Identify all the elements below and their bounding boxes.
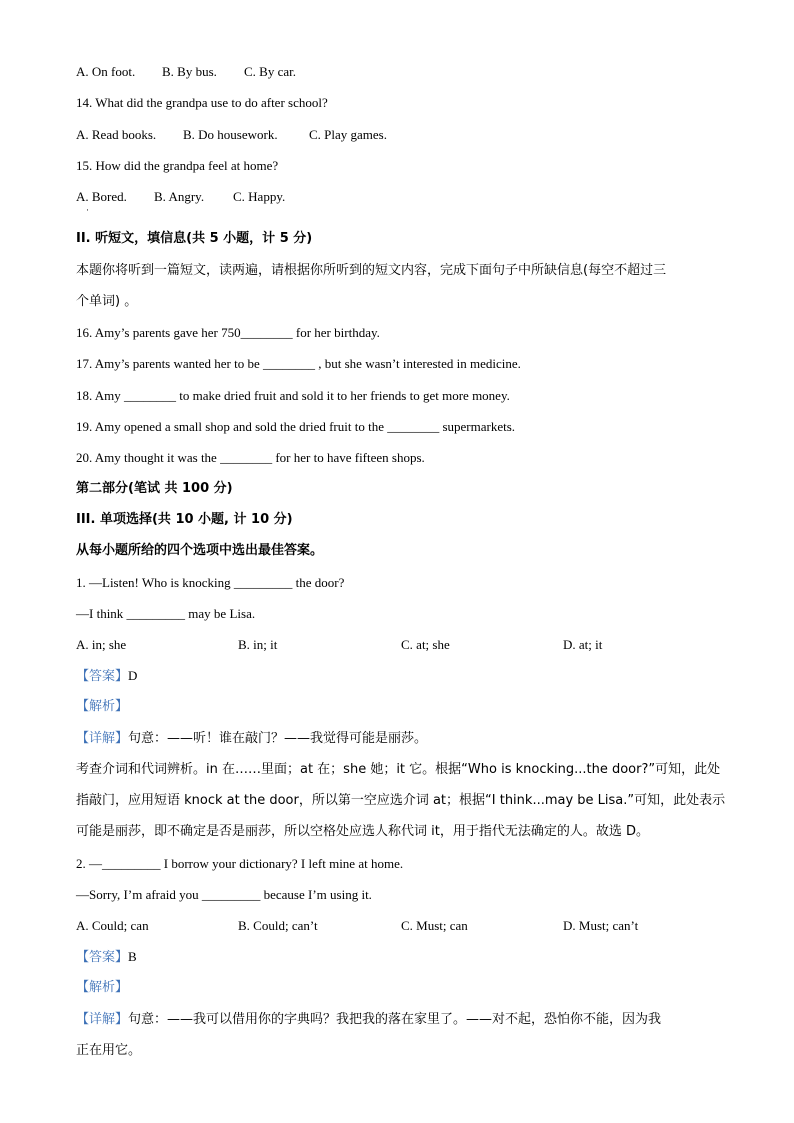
option-a: A. Bored. — [76, 189, 127, 204]
option-b: B. Do housework. — [183, 127, 278, 142]
q1-answer — [76, 667, 137, 686]
q15-question: 15. How did the grandpa feel at home? — [76, 158, 279, 173]
option-a: A. On foot. — [76, 64, 136, 79]
option-c: C. Happy. — [233, 189, 286, 204]
q1-explain-line3: 可能是丽莎，即不确定是否是丽莎，所以空格处应选人称代词 it，用于指代无法确定的人。故选 D。 — [76, 824, 649, 839]
option-a: A. in; she — [76, 637, 127, 652]
q2-line2: —Sorry, I’m afraid you _________ because I’m using it. — [76, 887, 372, 902]
option-c: C. Must; can — [401, 918, 468, 933]
option-a: A. Could; can — [76, 918, 149, 933]
q2-detail-line2: 正在用它。 — [76, 1043, 142, 1058]
section3-heading: III. 单项选择(共 10 小题, 计 10 分) — [76, 512, 293, 527]
option-b: B. in; it — [238, 637, 278, 652]
q15-options — [76, 188, 285, 206]
option-b: B. Could; can’t — [238, 918, 318, 933]
q1-detail — [76, 730, 427, 748]
option-b: B. Angry. — [154, 189, 205, 204]
item-17: 17. Amy’s parents wanted her to be ________ , but she wasn’t interested in medicine. — [76, 356, 521, 371]
option-d: D. Must; can’t — [563, 918, 639, 933]
detail-text: 句意：——我可以借用你的字典吗？我把我的落在家里了。——对不起，恐怕你不能，因为我 — [128, 1012, 662, 1027]
q1-explain-line1: 考查介词和代词辨析。in 在……里面；at 在；she 她；it 它。根据“Who is knocking...the door?”可知，此处 — [76, 762, 721, 777]
item-18: 18. Amy ________ to make dried fruit and sold it to her friends to get more money. — [76, 388, 510, 403]
q2-analysis-tag: 【解析】 — [76, 980, 129, 995]
item-19: 19. Amy opened a small shop and sold the dried fruit to the ________ supermarkets. — [76, 419, 516, 434]
stray-dot: · — [86, 205, 89, 215]
item-20: 20. Amy thought it was the ________ for her to have fifteen shops. — [76, 450, 425, 465]
q1-line2: —I think _________ may be Lisa. — [76, 606, 256, 621]
item-16: 16. Amy’s parents gave her 750________ for her birthday. — [76, 325, 380, 340]
q1-analysis-tag: 【解析】 — [76, 699, 129, 714]
section2-instruction-line2: 个单词) 。 — [76, 294, 138, 309]
q2-options — [76, 917, 638, 935]
answer-tag: 【答案】 — [76, 669, 129, 684]
option-b: B. By bus. — [162, 64, 217, 79]
q2-detail-line1 — [76, 1011, 661, 1029]
q2-answer — [76, 948, 137, 967]
section2-heading: II. 听短文，填信息(共 5 小题，计 5 分) — [76, 231, 313, 246]
option-c: C. Play games. — [309, 127, 387, 142]
q1-explain-line2: 指敲门，应用短语 knock at the door，所以第一空应选介词 at；根据“I think...may be Lisa.”可知，此处表示 — [76, 793, 726, 808]
option-c: C. at; she — [401, 637, 450, 652]
detail-tag: 【详解】 — [76, 1012, 129, 1027]
q1-line1: 1. —Listen! Who is knocking _________ the door? — [76, 575, 345, 590]
q2-line1: 2. —_________ I borrow your dictionary? I left mine at home. — [76, 856, 404, 871]
q1-options — [76, 636, 602, 654]
answer-value: B — [128, 949, 137, 964]
option-c: C. By car. — [244, 64, 296, 79]
section2-instruction-line1: 本题你将听到一篇短文，读两遍，请根据你所听到的短文内容，完成下面句子中所缺信息(每空不超过三 — [76, 263, 667, 278]
section3-instruction: 从每小题所给的四个选项中选出最佳答案。 — [76, 543, 324, 558]
option-d: D. at; it — [563, 637, 603, 652]
answer-value: D — [128, 668, 138, 683]
part2-heading: 第二部分(笔试 共 100 分) — [76, 481, 233, 496]
option-a: A. Read books. — [76, 127, 157, 142]
answer-tag: 【答案】 — [76, 950, 129, 965]
q13-options — [76, 63, 296, 81]
q14-question: 14. What did the grandpa use to do after school? — [76, 95, 328, 110]
detail-text: 句意：——听！谁在敲门？——我觉得可能是丽莎。 — [128, 731, 428, 746]
detail-tag: 【详解】 — [76, 731, 129, 746]
q14-options — [76, 126, 387, 144]
